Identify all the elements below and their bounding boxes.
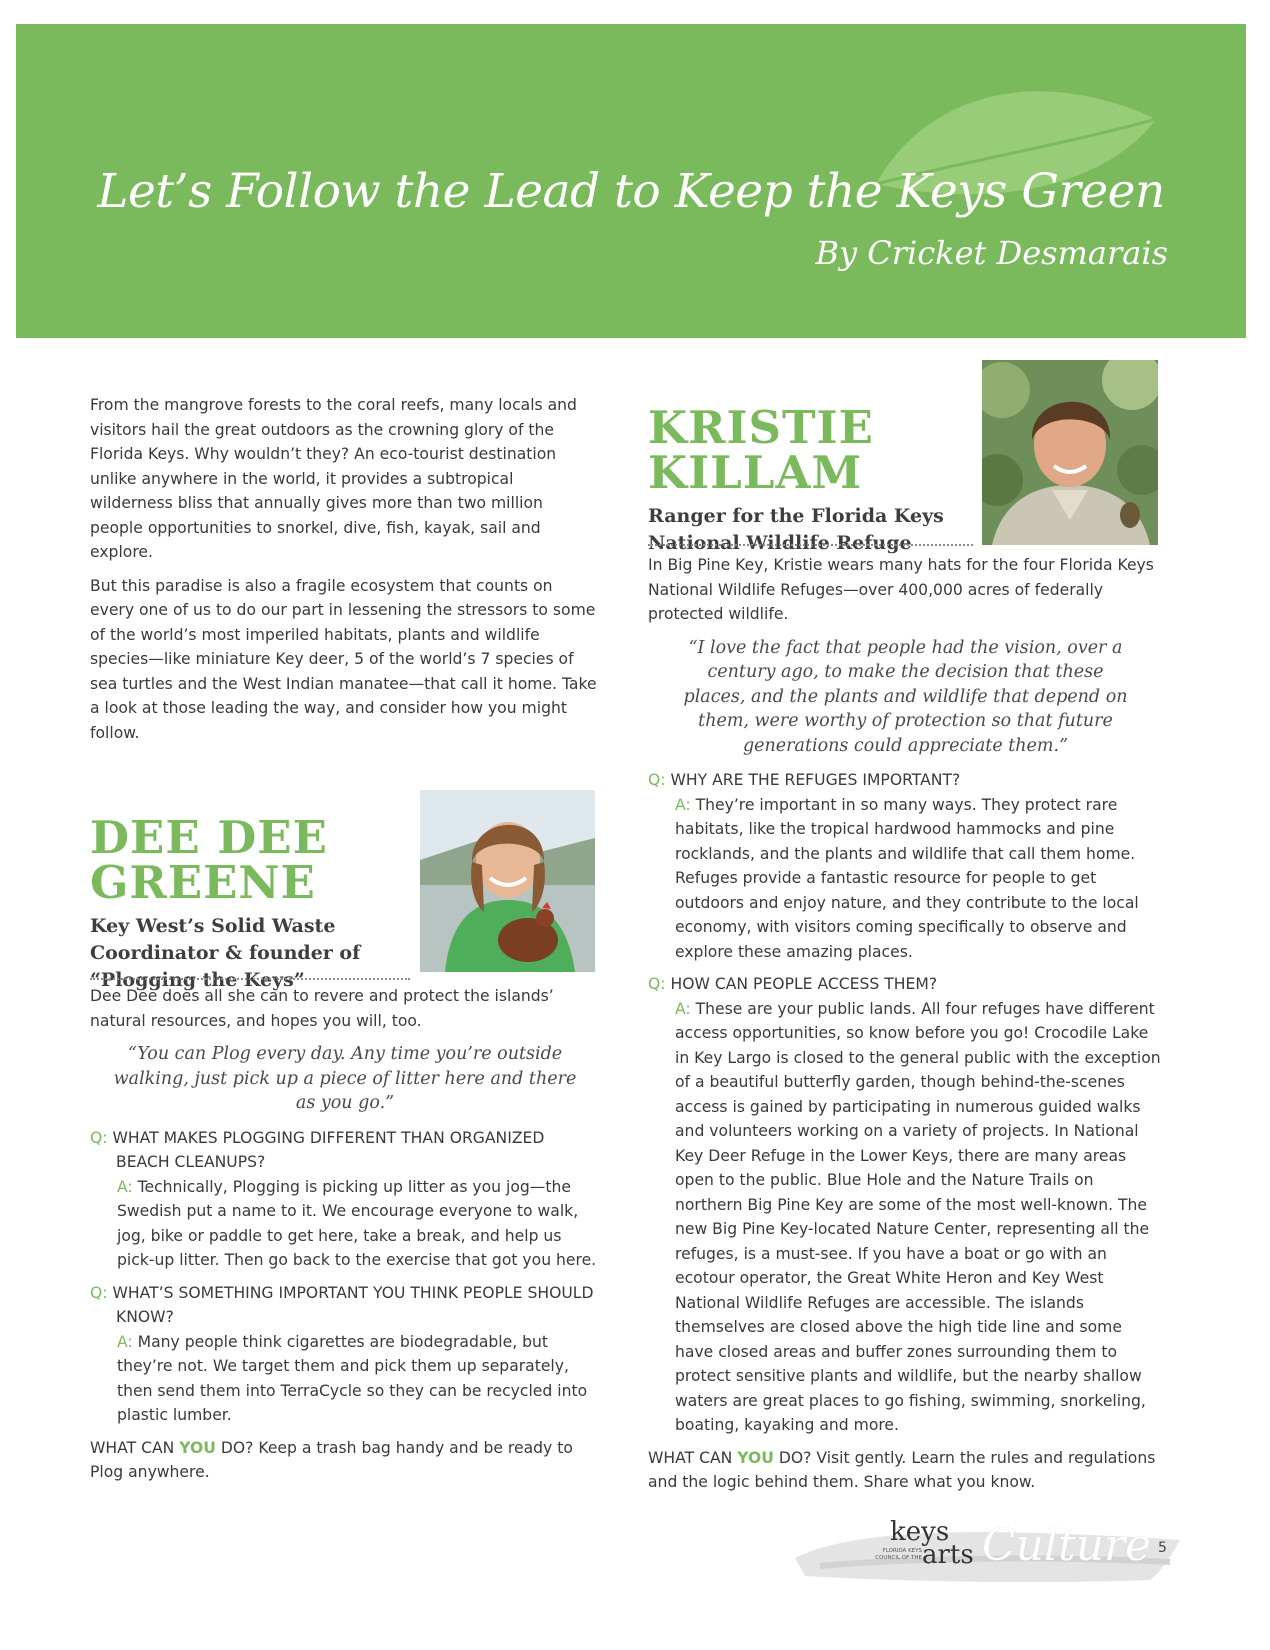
answer	[648, 997, 1163, 1438]
cta-emphasis: YOU	[737, 1448, 774, 1467]
a-label: A:	[117, 1332, 133, 1351]
photo-deedee	[420, 790, 595, 972]
question-text: WHAT MAKES PLOGGING DIFFERENT THAN ORGANIZED BEACH CLEANUPS?	[112, 1128, 545, 1171]
profile-header-deedee	[90, 811, 410, 994]
question	[90, 1126, 600, 1175]
answer-text: Many people think cigarettes are biodegradable, but they’re not. We target them and pick them up separately, then send them into TerraCycle so they can be recycled into plastic lumber.	[117, 1332, 588, 1424]
article-title: Let’s Follow the Lead to Keep the Keys Green	[97, 164, 1165, 219]
role-line: “Plogging the Keys”	[90, 969, 305, 991]
cta-text: WHAT CAN	[90, 1438, 180, 1457]
answer-text: They’re important in so many ways. They protect rare habitats, like the tropical hardwood hammocks and pine rocklands, and the plants and wildlife that call them home. Refuges provide a fantastic resource for people to get outdoors and enjoy nature, and they contribute to the local economy, with visitors coming specifically to observe and explore these amazing places.	[675, 795, 1139, 961]
pull-quote: “I love the fact that people had the vision, over a century ago, to make the decision that these places, and the plants and wildlife that depend on them, were worthy of protection so that future generations could appreciate them.”	[683, 637, 1128, 756]
a-label: A:	[675, 999, 691, 1018]
role-line: Ranger for the Florida Keys	[648, 505, 944, 527]
kristie-interview	[648, 553, 1163, 1504]
pull-quote: “You can Plog every day. Any time you’re outside walking, just pick up a piece of litter here and there as you go.”	[113, 1044, 577, 1113]
intro-text	[90, 393, 600, 754]
intro-paragraph-2: But this paradise is also a fragile ecosystem that counts on every one of us to do our part in lessening the stressors to some of the world’s most imperiled habitats, plants and wildlife species—like miniature Key deer, 5 of the world’s 7 species of sea turtles and the West Indian manatee—that call it home. Take a look at those leading the way, and consider how you might follow.	[90, 576, 597, 742]
cta-text: WHAT CAN	[648, 1448, 738, 1467]
call-to-action	[90, 1436, 600, 1485]
cta-emphasis: YOU	[179, 1438, 216, 1457]
question	[648, 972, 1163, 997]
a-label: A:	[117, 1177, 133, 1196]
logo-culture: Culture	[982, 1520, 1152, 1571]
photo-kristie	[982, 360, 1158, 545]
question-text: HOW CAN PEOPLE ACCESS THEM?	[670, 975, 938, 993]
q-label: Q:	[90, 1283, 108, 1302]
name-line: DEE DEE	[90, 811, 328, 864]
divider	[90, 978, 410, 980]
profile-intro: Dee Dee does all she can to revere and protect the islands’ natural resources, and hopes you will, too.	[90, 987, 554, 1030]
profile-name	[90, 811, 410, 909]
q-label: Q:	[90, 1128, 108, 1147]
name-line: KILLAM	[648, 446, 863, 499]
divider	[648, 544, 973, 546]
answer	[648, 793, 1163, 965]
answer-text: These are your public lands. All four refuges have different access opportunities, so know before you go! Crocodile Lake in Key Largo is closed to the general public with the exception of a beautiful butterfly garden, though behind-the-scenes access is gained by participating in numerous guided walks and volunteers working on a variety of projects. In National Key Deer Refuge in the Lower Keys, there are many areas open to the public. Blue Hole and the Nature Trails on northern Big Pine Key are some of the most well-known. The new Big Pine Key-located Nature Center, representing all the refuges, is a must-see. If you have a boat or go with an ecotour operator, the Great White Heron and Key West National Wildlife Refuges are accessible. The islands themselves are closed above the high tide line and some have closed areas and buffer zones surrounding them to protect sensitive plants and wildlife, but the nearby shallow waters are great places to go fishing, swimming, snorkeling, boating, kayaking and more.	[675, 999, 1161, 1434]
call-to-action	[648, 1446, 1163, 1495]
q-label: Q:	[648, 771, 666, 789]
question-text: WHY ARE THE REFUGES IMPORTANT?	[670, 771, 961, 789]
role-line: National Wildlife Refuge	[648, 532, 912, 554]
author-byline: By Cricket Desmarais	[815, 234, 1168, 272]
answer	[90, 1330, 600, 1428]
profile-header-kristie	[648, 401, 968, 557]
name-line: GREENE	[90, 856, 316, 909]
name-line: KRISTIE	[648, 401, 874, 454]
question-text: WHAT’S SOMETHING IMPORTANT YOU THINK PEOPLE SHOULD KNOW?	[112, 1283, 594, 1326]
footer-logo	[790, 1518, 1190, 1588]
answer-text: Technically, Plogging is picking up litter as you jog—the Swedish put a name to it. We encourage everyone to walk, jog, bike or paddle to get here, take a break, and help us pick-up litter. Then go back to the exercise that got you here.	[117, 1177, 597, 1269]
profile-name	[648, 401, 968, 499]
question	[648, 768, 1163, 793]
deedee-interview	[90, 984, 600, 1494]
profile-role	[90, 913, 410, 994]
q-label: Q:	[648, 975, 666, 993]
cta-text: DO? Visit gently. Learn the rules and regulations and the logic behind them. Share what you know.	[648, 1448, 1156, 1491]
intro-paragraph-1: From the mangrove forests to the coral reefs, many locals and visitors hail the great outdoors as the crowning glory of the Florida Keys. Why wouldn’t they? An eco-tourist destination unlike anywhere in the world, it provides a subtropical wilderness bliss that annually gives more than two million people opportunities to snorkel, dive, fish, kayak, sail and explore.	[90, 396, 577, 561]
logo-arts: arts	[922, 1540, 974, 1570]
portrait-image	[420, 790, 595, 972]
profile-intro: In Big Pine Key, Kristie wears many hats for the four Florida Keys National Wildlife Refuges—over 400,000 acres of federally protected wildlife.	[648, 556, 1154, 623]
profile-role	[648, 503, 968, 557]
portrait-image	[982, 360, 1158, 545]
logo-keys: keys	[890, 1517, 950, 1547]
header-banner	[16, 24, 1246, 338]
question	[90, 1281, 600, 1330]
cta-text: DO? Keep a trash bag handy and be ready to Plog anywhere.	[90, 1438, 573, 1481]
answer	[90, 1175, 600, 1273]
role-line: Coordinator & founder of	[90, 942, 361, 964]
a-label: A:	[675, 795, 691, 814]
logo-small-text: FLORIDA KEYS COUNCIL OF THE	[875, 1548, 922, 1561]
role-line: Key West’s Solid Waste	[90, 915, 336, 937]
page-number: 5	[1158, 1540, 1167, 1556]
